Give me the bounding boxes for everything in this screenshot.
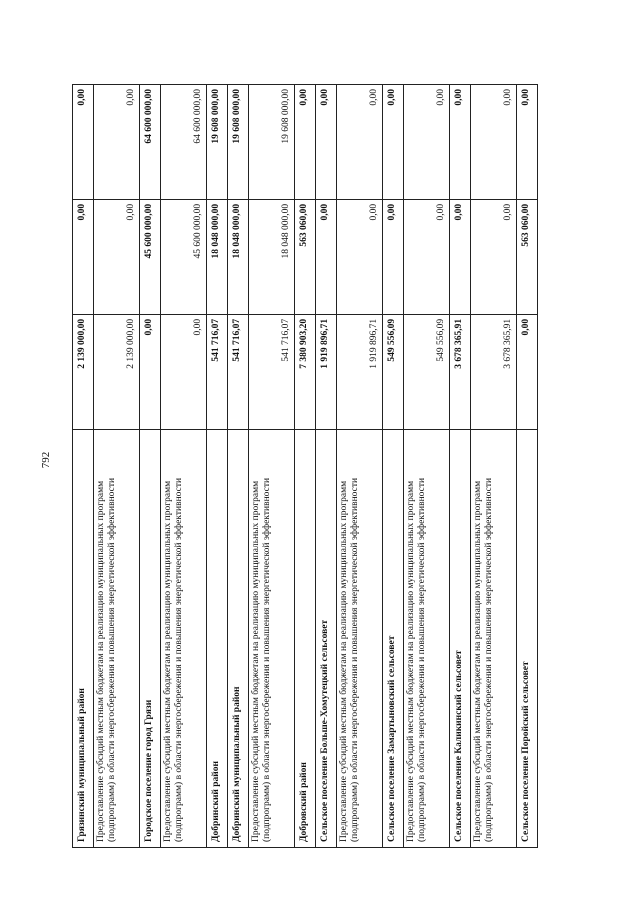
value-col-1: 2 139 000,00 [94,314,140,429]
row-name: Предоставление субсидий местным бюджетам на реализацию муниципальных программ (подпрограмм) в области энергосбережения и повышения энергетической эффективности [161,429,207,847]
value-col-3: 0,00 [383,85,404,200]
value-col-2: 45 600 000,00 [161,199,207,314]
subsidy-table-body [73,85,538,848]
value-col-2: 0,00 [471,199,517,314]
row-name: Добринский муниципальный район [228,429,249,847]
value-col-2: 45 600 000,00 [140,199,161,314]
table-row-heading [140,85,161,848]
value-col-1: 0,00 [140,314,161,429]
value-col-1: 3 678 365,91 [450,314,471,429]
value-col-3: 0,00 [73,85,94,200]
value-col-1: 2 139 000,00 [73,314,94,429]
row-name: Городское поселение город Грязи [140,429,161,847]
value-col-2: 18 048 000,00 [228,199,249,314]
value-col-1: 541 716,07 [207,314,228,429]
row-name: Предоставление субсидий местным бюджетам на реализацию муниципальных программ (подпрограмм) в области энергосбережения и повышения энергетической эффективности [404,429,450,847]
table-row-heading [73,85,94,848]
row-name: Сельское поселение Замартыновский сельсовет [383,429,404,847]
value-col-3: 64 600 000,00 [140,85,161,200]
value-col-1: 0,00 [517,314,538,429]
value-col-2: 18 048 000,00 [249,199,295,314]
value-col-1: 549 556,09 [404,314,450,429]
value-col-2: 0,00 [337,199,383,314]
subsidy-table [72,84,538,848]
value-col-2: 0,00 [450,199,471,314]
value-col-2: 0,00 [316,199,337,314]
row-name: Сельское поселение Больше-Хомутецкий сельсовет [316,429,337,847]
value-col-2: 18 048 000,00 [207,199,228,314]
value-col-3: 0,00 [471,85,517,200]
row-name: Предоставление субсидий местным бюджетам на реализацию муниципальных программ (подпрограмм) в области энергосбережения и повышения энергетической эффективности [337,429,383,847]
value-col-3: 19 608 000,00 [228,85,249,200]
row-name: Сельское поселение Каликинский сельсовет [450,429,471,847]
table-row [161,85,207,848]
value-col-3: 0,00 [316,85,337,200]
table-row-heading [295,85,316,848]
row-name: Предоставление субсидий местным бюджетам на реализацию муниципальных программ (подпрограмм) в области энергосбережения и повышения энергетической эффективности [249,429,295,847]
table-row-heading [228,85,249,848]
value-col-1: 541 716,07 [249,314,295,429]
table-row [249,85,295,848]
rotated-table-container [72,84,558,848]
table-row [337,85,383,848]
value-col-3: 0,00 [517,85,538,200]
value-col-3: 64 600 000,00 [161,85,207,200]
table-row [404,85,450,848]
value-col-1: 1 919 896,71 [337,314,383,429]
table-row-heading [517,85,538,848]
table-row-heading [316,85,337,848]
table-row [94,85,140,848]
row-name: Добровский район [295,429,316,847]
table-row-heading [383,85,404,848]
row-name: Сельское поселение Поройский сельсовет [517,429,538,847]
value-col-1: 541 716,07 [228,314,249,429]
row-name: Добринский район [207,429,228,847]
table-row-heading [207,85,228,848]
value-col-3: 0,00 [404,85,450,200]
value-col-2: 563 060,00 [295,199,316,314]
value-col-1: 1 919 896,71 [316,314,337,429]
value-col-2: 0,00 [383,199,404,314]
value-col-1: 7 380 903,20 [295,314,316,429]
value-col-1: 3 678 365,91 [471,314,517,429]
row-name: Предоставление субсидий местным бюджетам на реализацию муниципальных программ (подпрограмм) в области энергосбережения и повышения энергетической эффективности [94,429,140,847]
value-col-2: 0,00 [404,199,450,314]
row-name: Грязинский муниципальный район [73,429,94,847]
page-number: 792 [40,451,52,469]
value-col-2: 0,00 [73,199,94,314]
value-col-3: 0,00 [337,85,383,200]
value-col-3: 19 608 000,00 [249,85,295,200]
value-col-3: 0,00 [450,85,471,200]
value-col-3: 19 608 000,00 [207,85,228,200]
value-col-3: 0,00 [94,85,140,200]
table-row [471,85,517,848]
row-name: Предоставление субсидий местным бюджетам на реализацию муниципальных программ (подпрограмм) в области энергосбережения и повышения энергетической эффективности [471,429,517,847]
value-col-2: 563 060,00 [517,199,538,314]
value-col-2: 0,00 [94,199,140,314]
value-col-1: 549 556,09 [383,314,404,429]
table-row-heading [450,85,471,848]
value-col-3: 0,00 [295,85,316,200]
value-col-1: 0,00 [161,314,207,429]
